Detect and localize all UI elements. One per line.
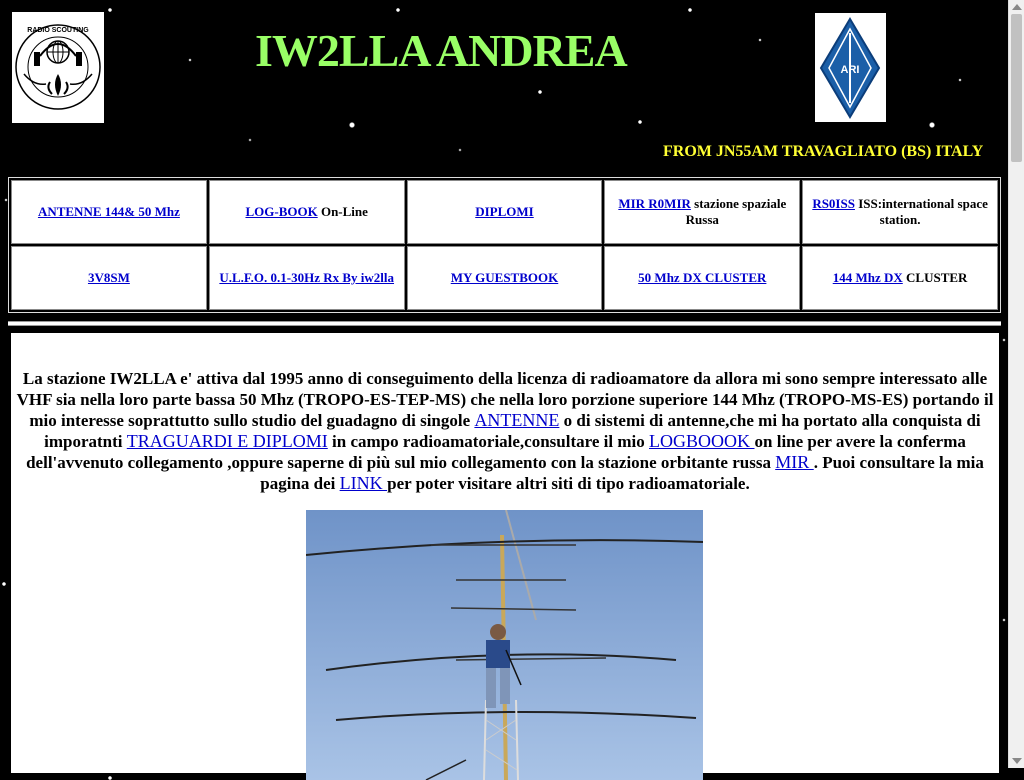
antenna-photo-image <box>306 510 703 780</box>
antenne-link[interactable]: ANTENNE 144& 50 Mhz <box>37 204 180 219</box>
rs0iss-link[interactable]: RS0ISS <box>812 196 855 211</box>
scrollbar-thumb[interactable] <box>1011 14 1022 162</box>
nav-cell-diplomi <box>407 180 603 244</box>
nav-cell-text: On-Line <box>317 204 368 219</box>
3v8sm-link[interactable]: 3V8SM <box>87 270 130 285</box>
nav-cell-text: stazione spaziale Russa <box>685 196 787 227</box>
nav-row <box>11 246 998 310</box>
intro-text: . Puoi consultare la mia pagina dei <box>260 453 984 493</box>
horizontal-rule <box>8 321 1001 326</box>
nav-cell-text: CLUSTER <box>902 270 968 285</box>
logbook-link[interactable]: LOG-BOOK <box>245 204 318 219</box>
radio-scouting-emblem-icon <box>12 12 104 123</box>
intro-text: on line per avere la conferma dell'avvenuto collegamento ,oppure saperne di più sul mio collegamento con la stazione orbitante russa <box>26 432 966 472</box>
nav-cell-50mhz-cluster <box>604 246 800 310</box>
nav-cell-ulfo <box>209 246 405 310</box>
144mhz-dx-link[interactable]: 144 Mhz DX <box>832 270 903 285</box>
nav-cell-guestbook <box>407 246 603 310</box>
nav-cell-logbook <box>209 180 405 244</box>
nav-cell-mir <box>604 180 800 244</box>
radio-scouting-logo-text: RADIO SCOUTING <box>27 27 89 34</box>
antenne-inline-link[interactable]: ANTENNE <box>474 410 560 430</box>
ari-diamond-icon <box>815 13 886 122</box>
antenna-tower-photo <box>306 510 703 780</box>
scroll-down-arrow-icon[interactable] <box>1012 758 1022 764</box>
ari-logo-text: ARI <box>840 64 860 76</box>
radio-scouting-logo <box>12 12 104 123</box>
guestbook-link[interactable]: MY GUESTBOOK <box>450 270 559 285</box>
intro-text: in campo radioamatoriale,consultare il mio <box>327 432 650 451</box>
main-content <box>11 333 999 773</box>
logboook-link[interactable]: LOGBOOOK <box>649 431 755 451</box>
location-subtitle: FROM JN55AM TRAVAGLIATO (BS) ITALY <box>663 143 984 160</box>
nav-cell-iss <box>802 180 998 244</box>
intro-paragraph <box>11 368 999 494</box>
intro-text: o di sistemi di antenne,che mi ha portato alla conquista di imporatnti <box>44 411 981 451</box>
50mhz-dx-cluster-link[interactable]: 50 Mhz DX CLUSTER <box>638 270 767 285</box>
nav-cell-antenne <box>11 180 207 244</box>
traguardi-diplomi-link[interactable]: TRAGUARDI E DIPLOMI <box>126 431 328 451</box>
nav-cell-144mhz-cluster <box>802 246 998 310</box>
ulfo-link[interactable]: U.L.F.O. 0.1-30Hz Rx By iw2lla <box>219 270 395 285</box>
mir-inline-link[interactable]: MIR <box>775 452 814 472</box>
diplomi-link[interactable]: DIPLOMI <box>475 204 534 219</box>
intro-text: per poter visitare altri siti di tipo radioamatoriale. <box>387 474 750 493</box>
scroll-up-arrow-icon[interactable] <box>1012 4 1022 10</box>
page-title: IW2LLA ANDREA <box>255 25 627 76</box>
nav-table <box>8 177 1001 313</box>
vertical-scrollbar[interactable] <box>1008 0 1024 768</box>
ari-logo <box>815 13 886 122</box>
intro-text: La stazione IW2LLA e' attiva dal 1995 anno di conseguimento della licenza di radioamatore da allora mi sono sempre interessato alle VHF sia nella loro parte bassa 50 Mhz (TROPO-ES-TEP-MS) che nella loro porzione superiore 144 Mhz (TROPO-MS-ES) portando il mio interesse soprattutto sullo studio del guadagno di singole <box>16 369 994 430</box>
nav-cell-3v8sm <box>11 246 207 310</box>
nav-cell-text: ISS:international space station. <box>854 196 988 227</box>
mir-link[interactable]: MIR R0MIR <box>618 196 691 211</box>
nav-row <box>11 180 998 244</box>
link-page-link[interactable]: LINK <box>339 473 388 493</box>
